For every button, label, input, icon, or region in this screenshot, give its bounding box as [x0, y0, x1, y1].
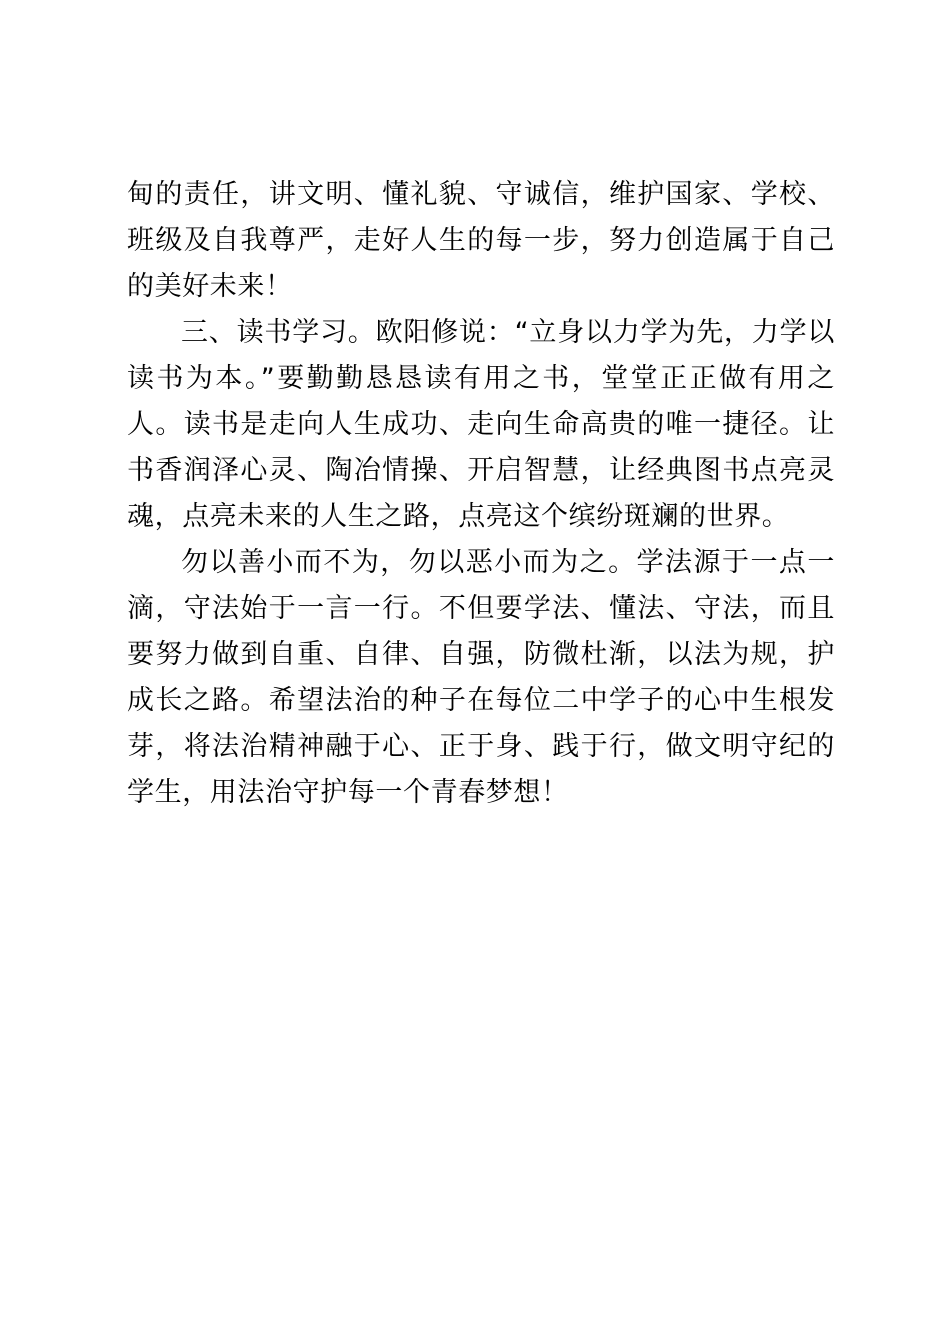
paragraph-rule-of-law: 勿以善小而不为，勿以恶小而为之。学法源于一点一滴，守法始于一言一行。不但要学法、懂法、守法，而且要努力做到自重、自律、自强，防微杜渐，以法为规，护成长之路。希望法治的种子在每位二中学子的心中生根发芽，将法治精神融于心、正于身、践于行，做文明守纪的学生，用法治守护每一个青春梦想！	[127, 547, 835, 808]
paragraph-reading-study: 三、读书学习。欧阳修说：“立身以力学为先，力学以读书为本。”要勤勤恳恳读有用之书，堂堂正正做有用之人。读书是走向人生成功、走向生命高贵的唯一捷径。让书香润泽心灵、陶冶情操、开启智慧，让经典图书点亮灵魂，点亮未来的人生之路，点亮这个缤纷斑斓的世界。	[127, 317, 835, 532]
document-body	[127, 172, 835, 816]
paragraph-continuation: 甸的责任，讲文明、懂礼貌、守诚信，维护国家、学校、班级及自我尊严，走好人生的每一步，努力创造属于自己的美好未来！	[127, 179, 835, 302]
